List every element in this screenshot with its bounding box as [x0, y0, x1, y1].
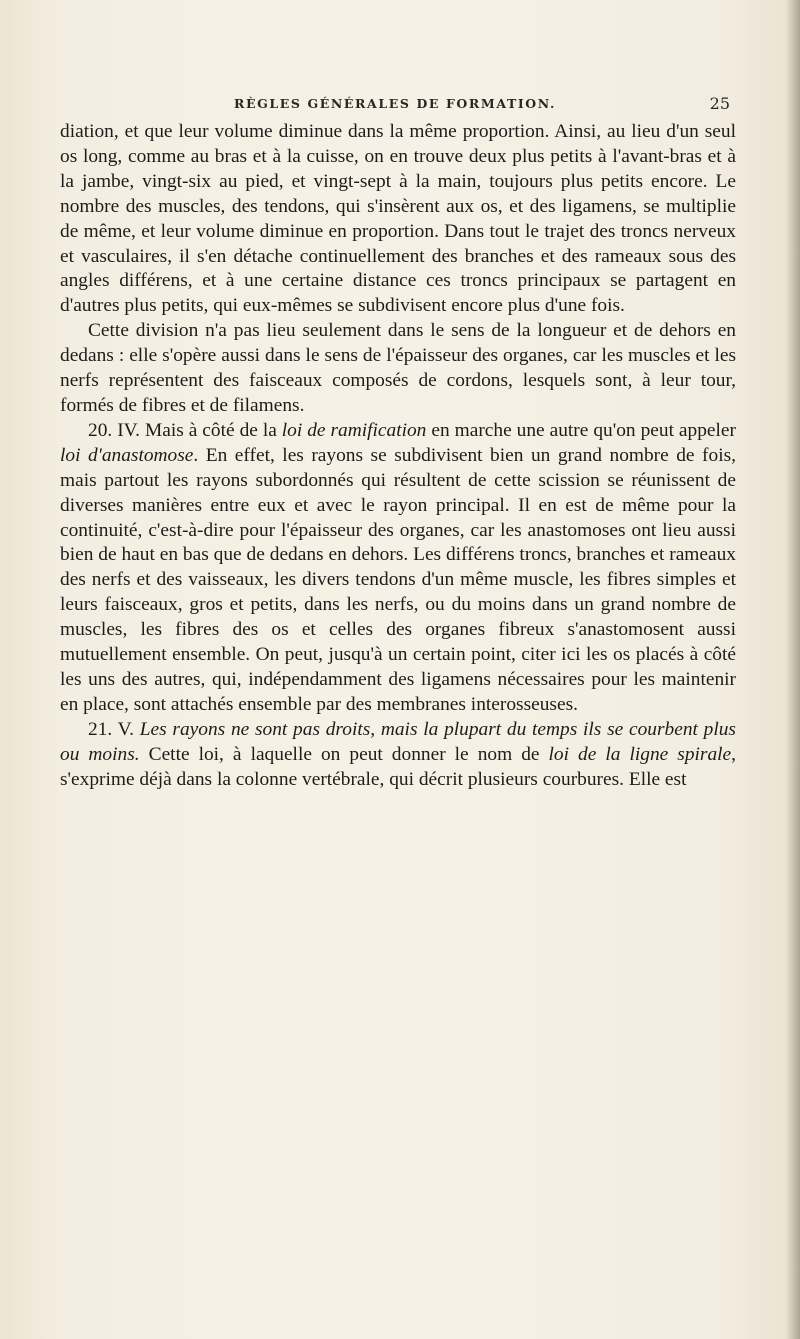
- term-spirale: loi de la ligne spirale: [548, 743, 732, 765]
- term-ramification: loi de ramification: [281, 419, 427, 441]
- page-edge-shadow: [786, 0, 800, 1339]
- paragraph-1: diation, et que leur volume diminue dans la même proportion. Ainsi, au lieu d'un seul os long, comme au bras et à la cuisse, on en trouve deux plus petits à l'avant-bras et à la jambe, vingt-six au pied, et vingt-sept à la main, toujours plus petits encore. Le nombre des muscles, des tendons, qui s'insèrent aux os, et des ligamens, se multiplie de même, et leur volume diminue en proportion. Dans tout le trajet des troncs nerveux et vasculaires, il s'en détache continuellement des branches et des rameaux sous des angles différens, et à une certaine distance ces troncs principaux se partagent en d'autres plus petits, qui eux-mêmes se subdivisent encore plus d'une fois.: [60, 121, 736, 317]
- running-head: RÈGLES GÉNÉRALES DE FORMATION.: [234, 96, 556, 111]
- paragraph-2: Cette division n'a pas lieu seulement dans le sens de la longueur et de dehors en dedans : elle s'opère aussi dans le sens de l'épaisseur des organes, car les muscles et les nerfs représentent des faisceaux composés de cordons, lesquels sont, à leur tour, formés de fibres et de filamens.: [60, 320, 736, 416]
- paragraph-3-text-b: en marche une autre qu'on peut appeler: [426, 419, 736, 441]
- paragraph-4-text-a: Cette loi, à laquelle on peut donner le nom de: [139, 743, 549, 765]
- page-number: 25: [709, 94, 730, 113]
- paragraph-3: [60, 419, 736, 718]
- law-statement: Les rayons ne sont pas droits, mais la plupart du temps ils se courbent plus ou moins.: [60, 718, 736, 765]
- page-header: [60, 94, 730, 116]
- paragraph-4: [60, 718, 736, 793]
- section-number-20: 20. IV.: [88, 419, 141, 441]
- paragraph-4-text-b: , s'exprime déjà dans la colonne vertébrale, qui décrit plusieurs courbures. Elle est: [60, 743, 736, 790]
- paragraph-3-text-a: Mais à côté de la: [140, 419, 282, 441]
- section-number-21: 21. V.: [88, 718, 134, 740]
- body-text: [60, 120, 736, 792]
- paragraph-3-text-c: . En effet, les rayons se subdivisent bien un grand nombre de fois, mais partout les rayons subordonnés qui résultent de cette scission se réunissent de diverses manières entre eux et avec le rayon principal. Il en est de même pour la continuité, c'est-à-dire pour l'épaisseur des organes, car les anastomoses ont lieu aussi bien de haut en bas que de dedans en dehors. Les différens troncs, branches et rameaux des nerfs et des vaisseaux, les divers tendons d'un même muscle, les fibres simples et leurs faisceaux, gros et petits, dans les nerfs, ou du moins dans un grand nombre de muscles, les fibres des os et celles des organes fibreux s'anastomosent aussi mutuellement ensemble. On peut, jusqu'à un certain point, citer ici les os placés à côté les uns des autres, qui, indépendamment des ligamens nécessaires pour les maintenir en place, sont attachés ensemble par des membranes interosseuses.: [60, 444, 736, 715]
- term-anastomose: loi d'anastomose: [60, 444, 194, 466]
